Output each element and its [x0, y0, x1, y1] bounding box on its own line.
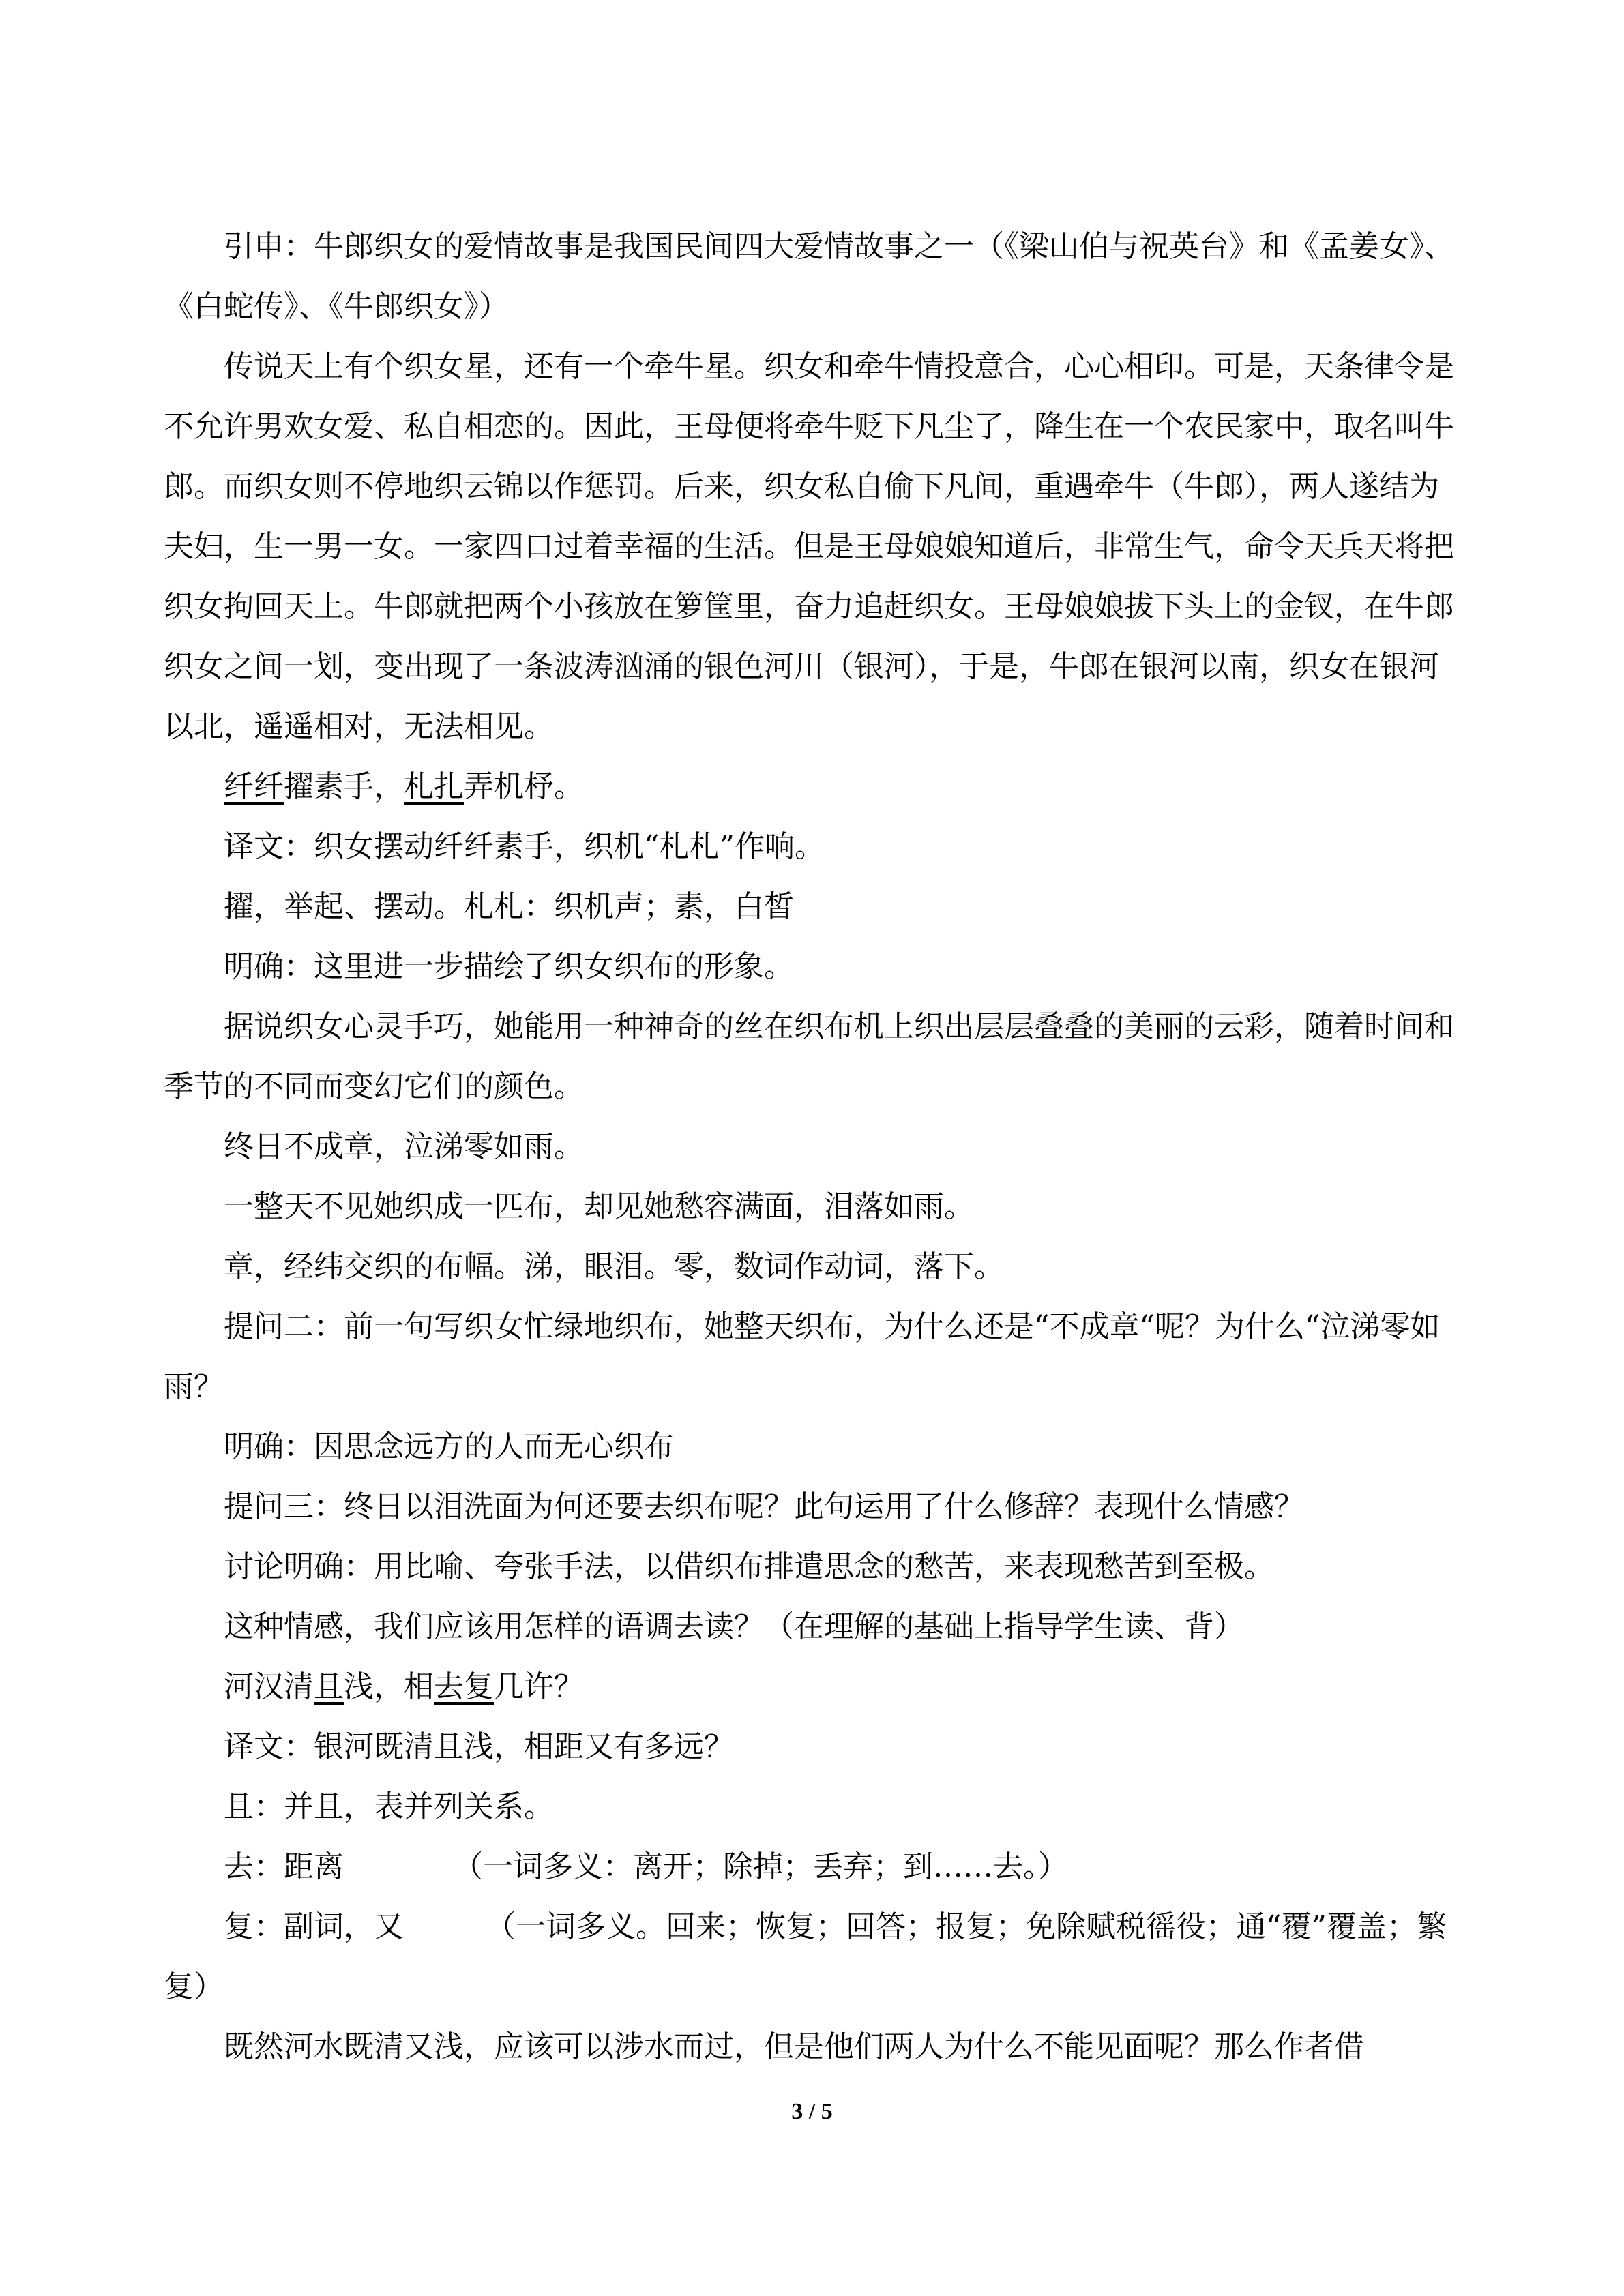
- underlined-word: 纤纤: [224, 769, 284, 804]
- translation-2: 一整天不见她织成一匹布，却见她愁容满面，泪落如雨。: [224, 1189, 974, 1224]
- annotation-qie: 且：并且，表并列关系。: [224, 1789, 554, 1824]
- document-body: [164, 217, 1460, 2077]
- polysemy-note: （一词多义。回来；恢复；回答；报复；免除赋税徭役；通“覆”覆盖；繁复）: [164, 1909, 1447, 2004]
- annotation-fu: [164, 1897, 1460, 2017]
- term-definition: 去：距离: [224, 1849, 344, 1884]
- paragraph-legend: 传说天上有个织女星，还有一个牵牛星。织女和牵牛情投意合，心心相印。可是，天条律令是不允许男欢女爱、私自相恋的。因此，王母便将牵牛贬下凡尘了，降生在一个农民家中，取名叫牛郎。而织女则不停地织云锦以作惩罚。后来，织女私自偷下凡间，重遇牵牛（牛郎），两人遂结为夫妇，生一男一女。一家四口过着幸福的生活。但是王母娘娘知道后，非常生气，命令天兵天将把织女拘回天上。牛郎就把两个小孩放在箩筐里，奋力追赶织女。王母娘娘拔下头上的金钗，在牛郎织女之间一划，变出现了一条波涛汹涌的银色河川（银河），于是，牛郎在银河以南，织女在银河以北，遥遥相对，无法相见。: [164, 349, 1454, 744]
- page-number: 3 / 5: [791, 2099, 833, 2124]
- poem-text: 浅，相: [344, 1669, 434, 1704]
- poem-line-1: [164, 757, 1460, 817]
- underlined-word: 札扎: [404, 769, 464, 804]
- poem-text: 弄机杼。: [464, 769, 584, 804]
- underlined-word: 去复: [434, 1669, 494, 1704]
- poem-line-2: 终日不成章，泣涕零如雨。: [224, 1129, 584, 1164]
- term-definition: 复：副词，又: [224, 1909, 404, 1944]
- poem-text: 河汉清: [224, 1669, 314, 1704]
- translation-1: 译文：织女摆动纤纤素手，织机“札札”作响。: [224, 829, 825, 864]
- poem-text: 擢素手，: [284, 769, 404, 804]
- question-3: 提问三：终日以泪洗面为何还要去织布呢？此句运用了什么修辞？表现什么情感？: [224, 1489, 1304, 1524]
- poem-line-3: [164, 1657, 1460, 1717]
- reading-tone-question: 这种情感，我们应该用怎样的语调去读？（在理解的基础上指导学生读、背）: [224, 1609, 1244, 1644]
- clarification-2: 明确：因思念远方的人而无心织布: [224, 1429, 674, 1464]
- paragraph-continuation: 既然河水既清又浅，应该可以涉水而过，但是他们两人为什么不能见面呢？那么作者借: [224, 2029, 1364, 2064]
- annotation-1: 擢，举起、摆动。札札：织机声；素，白皙: [224, 889, 794, 924]
- clarification-1: 明确：这里进一步描绘了织女织布的形象。: [224, 949, 794, 984]
- underlined-word: 且: [314, 1669, 344, 1704]
- paragraph-extension: 引申：牛郎织女的爱情故事是我国民间四大爱情故事之一（《梁山伯与祝英台》和《孟姜女》、《白蛇传》、《牛郎织女》）: [164, 229, 1454, 324]
- translation-3: 译文：银河既清且浅，相距又有多远？: [224, 1729, 734, 1764]
- question-2: 提问二：前一句写织女忙绿地织布，她整天织布，为什么还是“不成章“呢？为什么“泣涕零如雨？: [164, 1309, 1441, 1404]
- discussion-answer: 讨论明确：用比喻、夸张手法，以借织布排遣思念的愁苦，来表现愁苦到至极。: [224, 1549, 1274, 1584]
- annotation-qu: [164, 1837, 1460, 1897]
- polysemy-note: （一词多义：离开；除掉；丢弃；到……去。）: [453, 1849, 1068, 1884]
- poem-text: 几许？: [494, 1669, 584, 1704]
- paragraph-legend-2: 据说织女心灵手巧，她能用一种神奇的丝在织布机上织出层层叠叠的美丽的云彩，随着时间和季节的不同而变幻它们的颜色。: [164, 1009, 1454, 1104]
- annotation-2: 章，经纬交织的布幅。涕，眼泪。零，数词作动词，落下。: [224, 1249, 1004, 1284]
